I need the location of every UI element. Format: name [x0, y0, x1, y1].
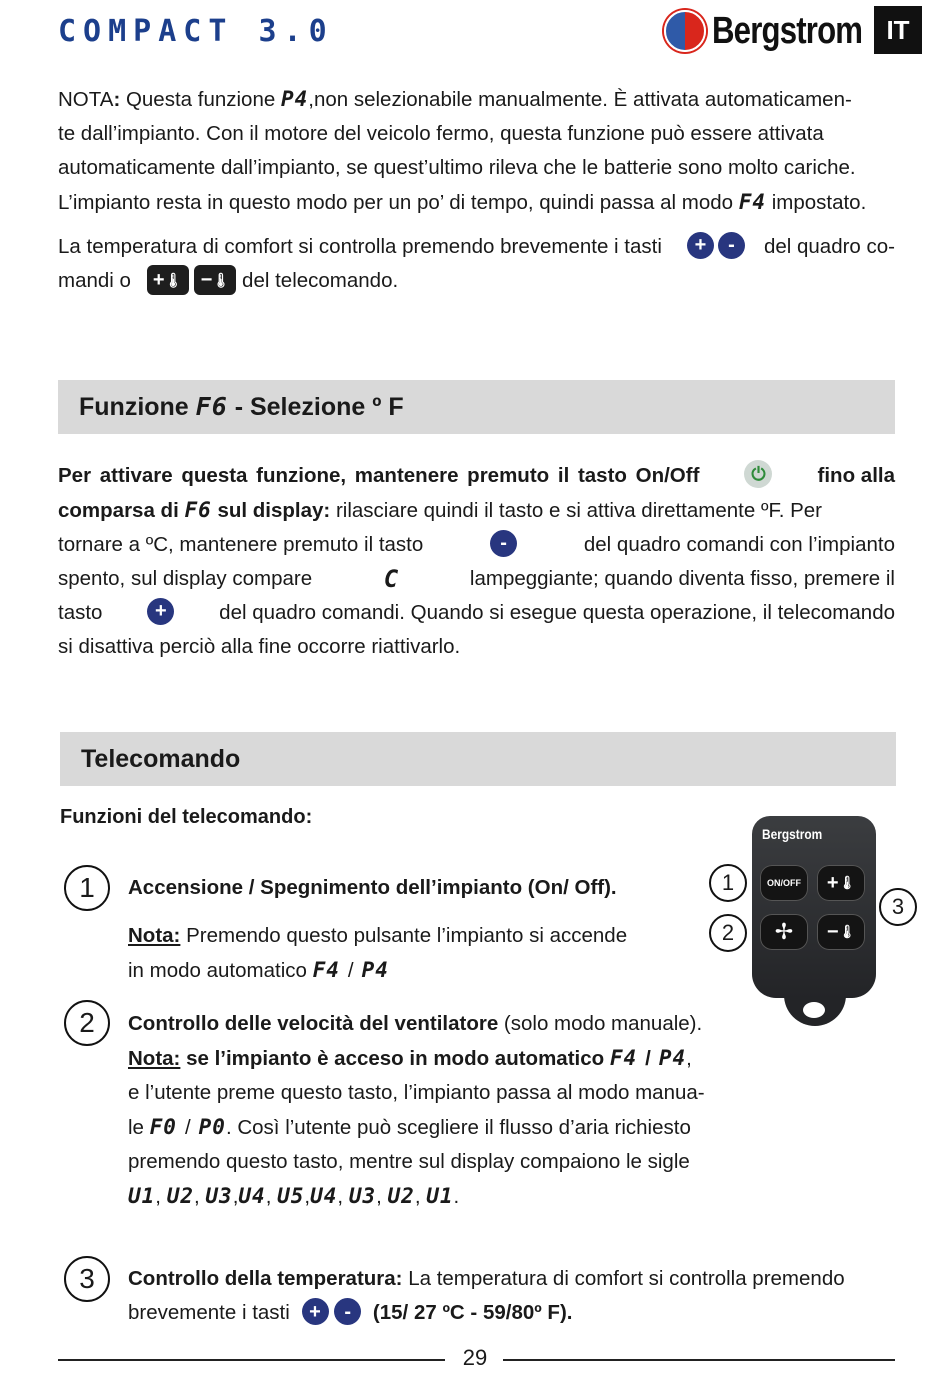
lcd-code-seq: U1 [128, 1184, 156, 1208]
item-1-note-line-1: Nota: Premendo questo pulsante l’impianto si accende [128, 924, 628, 947]
nota-line-1 [58, 82, 895, 117]
comfort-line-2 [58, 264, 895, 298]
lcd-code-f6: F6 [184, 498, 212, 522]
f6-text: tasto [58, 601, 103, 624]
document-title: COMPACT 3.0 [58, 14, 334, 49]
remote-fan-key [760, 914, 808, 950]
remote-keyring-hole [803, 1002, 825, 1018]
nota-text: L’impianto resta in questo modo per un po’ di tempo, quindi passa al modo [58, 191, 739, 214]
f6-bold: comparsa di [58, 499, 185, 522]
item-1-title: Accensione / Spegnimento dell’impianto (On/ Off). [128, 876, 617, 899]
nota-text: impostato. [766, 191, 867, 214]
item-1-note-line-2: in modo automatico F4 / P4 [128, 958, 389, 982]
item-number-3: 3 [64, 1256, 110, 1302]
section-title: Telecomando [81, 744, 241, 773]
remote-functions-subheading: Funzioni del telecomando: [60, 806, 313, 828]
language-badge: IT [874, 6, 922, 54]
lcd-code-seq: U3 [205, 1184, 233, 1208]
comfort-line-1 [58, 230, 895, 264]
remote-plus-key: + 🌡 [817, 865, 865, 901]
lcd-code-seq: U2 [166, 1184, 194, 1208]
lcd-code-f0: F0 [149, 1115, 177, 1139]
f6-text: del quadro comandi con l’impianto [583, 533, 895, 556]
callout-2: 2 [709, 914, 747, 952]
f6-text: lampeggiante; quando diventa fisso, premere il [469, 567, 895, 590]
minus-button-icon: - [334, 1298, 361, 1325]
item-2-line-5: premendo questo tasto, mentre sul display compaiono le sigle [128, 1150, 690, 1173]
bergstrom-logo [664, 6, 895, 56]
remote-temp-minus-icon: − 🌡 [194, 265, 236, 295]
item-2-title: Controllo delle velocità del ventilatore (solo modo manuale). [128, 1012, 703, 1035]
f6-line-4 [58, 562, 895, 596]
remote-onoff-key: ON/OFF [760, 865, 808, 901]
item-number-1: 1 [64, 865, 110, 911]
f6-text: spento, sul display compare [58, 567, 313, 590]
callout-3: 3 [879, 888, 917, 926]
plus-button-icon: + [147, 598, 174, 625]
item-2-note-line: Nota: se l’impianto è acceso in modo automatico F4 / P4, [128, 1046, 692, 1070]
callout-1: 1 [709, 864, 747, 902]
lcd-code-f6: F6 [195, 392, 228, 421]
item-2-sequence: U1, U2, U3,U4, U5,U4, U3, U2, U1. [128, 1184, 460, 1208]
nota-line-3: automaticamente dall’impianto, se quest’ultimo rileva che le batterie sono molto cariche. [58, 156, 856, 179]
f6-line-6: si disattiva perciò alla fine occorre riattivarlo. [58, 635, 461, 658]
nota-text: Questa funzione [120, 88, 281, 111]
f6-text: fino alla [817, 464, 895, 487]
item-3-line-2: brevemente i tasti + - (15/ 27 ºC - 59/80º F). [128, 1296, 895, 1330]
remote-control-illustration [752, 816, 876, 998]
nota-line-2: te dall’impianto. Con il motore del veicolo fermo, questa funzione può essere attivata [58, 122, 824, 145]
lcd-code-seq: U4 [310, 1184, 338, 1208]
f6-line-3 [58, 528, 895, 562]
item-3 [128, 1262, 895, 1330]
nota-line-4 [58, 185, 895, 220]
f6-line-5 [58, 596, 895, 630]
item-2-line-3: e l’utente preme questo tasto, l’impianto passa al modo manua- [128, 1081, 705, 1104]
section-title: Funzione F6 - Selezione º F [79, 392, 404, 421]
lcd-code-seq: U4 [238, 1184, 266, 1208]
item-2 [128, 1007, 728, 1214]
comfort-text: La temperatura di comfort si controlla premendo brevemente i tasti [58, 235, 662, 258]
f6-text: tornare a ºC, mantenere premuto il tasto [58, 533, 424, 556]
comfort-text: del telecomando. [242, 269, 399, 292]
comfort-text: del quadro co- [763, 235, 895, 258]
footer-rule-right [503, 1359, 895, 1361]
brand-mark-icon [664, 10, 706, 52]
lcd-code-f4: F4 [738, 190, 767, 214]
lcd-code-seq: U3 [348, 1184, 377, 1208]
lcd-code-p0: P0 [198, 1115, 226, 1139]
nota-text: ,non selezionabile manualmente. È attivata automaticamen- [308, 88, 852, 111]
section-header-remote [60, 732, 896, 786]
comfort-text: mandi o [58, 269, 131, 292]
item-1 [128, 871, 688, 988]
f6-text: del quadro comandi. Quando si esegue questa operazione, il telecomando [219, 601, 895, 624]
footer-rule-left [58, 1359, 445, 1361]
lcd-code-p4: P4 [280, 87, 309, 111]
f6-line-1 [58, 459, 895, 493]
item-number-2: 2 [64, 1000, 110, 1046]
f6-paragraph [58, 459, 895, 664]
lcd-code-p4: P4 [658, 1046, 687, 1070]
page-number: 29 [462, 1345, 488, 1370]
remote-brand: Bergstrom [762, 826, 823, 842]
plus-button-icon: + [687, 232, 714, 259]
f6-line-2 [58, 493, 895, 528]
plus-button-icon: + [302, 1298, 329, 1325]
remote-minus-key: − 🌡 [817, 914, 865, 950]
item-3-title: Controllo della temperatura: La temperatura di comfort si controlla premendo [128, 1267, 845, 1290]
nota-paragraph [58, 82, 895, 220]
lcd-code-p4: P4 [361, 958, 389, 982]
power-icon: ⏻ [744, 460, 772, 488]
lcd-code-seq: U5 [277, 1184, 305, 1208]
lcd-code-seq: U2 [387, 1184, 415, 1208]
minus-button-icon: - [718, 232, 745, 259]
nota-label: NOTA [58, 88, 114, 111]
lcd-code-f4: F4 [312, 958, 340, 982]
lcd-code-blink: C [383, 565, 399, 593]
f6-text: Per attivare questa funzione, mantenere premuto il tasto On/Off [58, 464, 700, 487]
f6-bold: sul display: [211, 499, 331, 522]
brand-name: Bergstrom [712, 9, 863, 52]
comfort-paragraph [58, 230, 895, 298]
minus-button-icon: - [490, 530, 517, 557]
lcd-code-seq: U1 [426, 1184, 454, 1208]
remote-temp-plus-icon: + 🌡 [147, 265, 189, 295]
section-header-f6 [58, 380, 895, 434]
fan-icon: ✢ [774, 919, 794, 944]
f6-text: rilasciare quindi il tasto e si attiva direttamente ºF. Per [330, 499, 822, 522]
lcd-code-f4: F4 [609, 1046, 638, 1070]
nota-colon: : [113, 88, 121, 111]
item-2-line-4: le F0 / P0. Così l’utente può scegliere il flusso d’aria richiesto [128, 1115, 691, 1139]
